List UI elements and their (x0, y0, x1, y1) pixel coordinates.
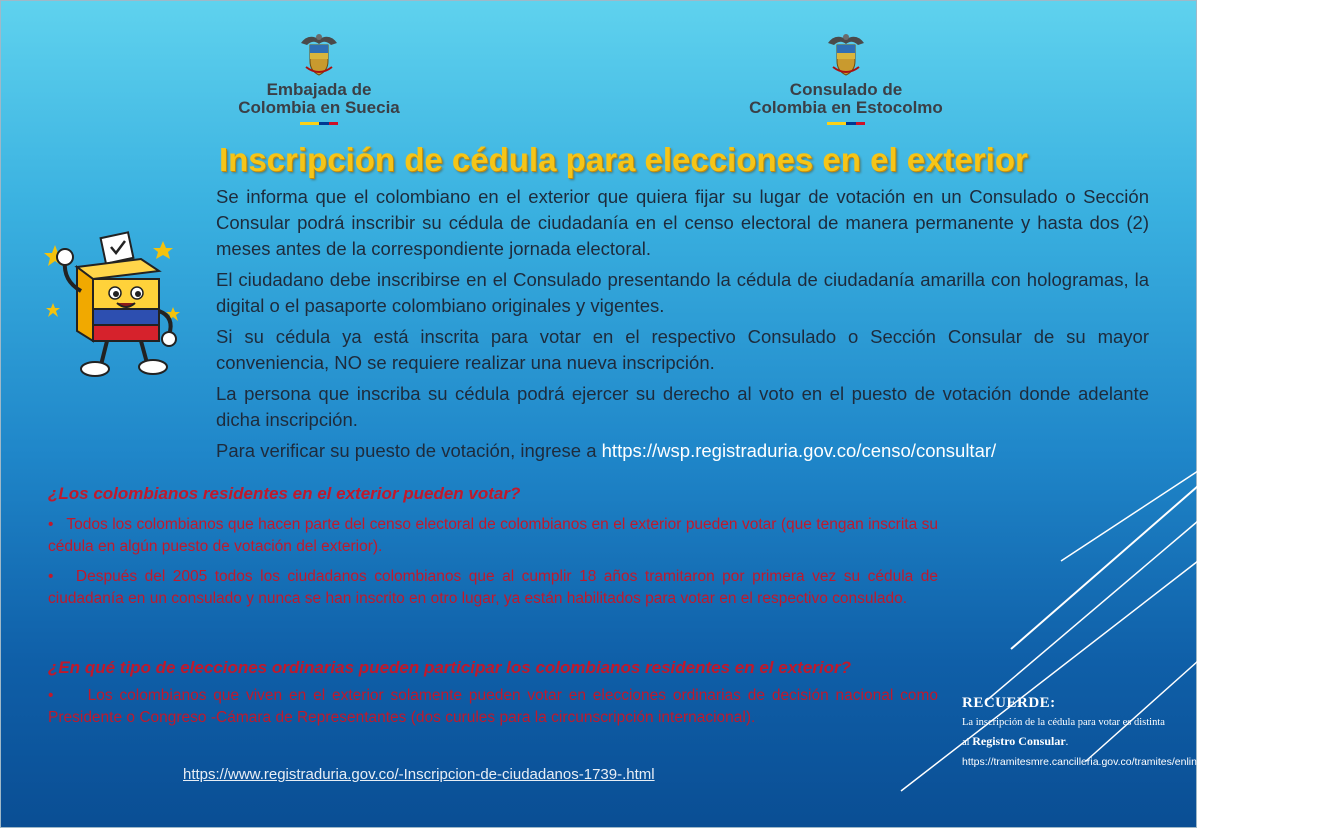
intro-paragraph (216, 438, 1149, 464)
intro-paragraph: Se informa que el colombiano en el exterior que quiera fijar su lugar de votación en un Consulado o Sección Consular podrá inscribir su cédula de ciudadanía en el censo electoral de manera permanente y hasta dos (2) meses antes de la correspondiente jornada electoral. (216, 186, 1149, 259)
embassy-logo (233, 31, 405, 125)
intro-paragraph: La persona que inscriba su cédula podrá ejercer su derecho al voto en el puesto de votación donde adelante dicha inscripción. (216, 383, 1149, 430)
reminder-title: RECUERDE: (962, 695, 1056, 711)
faq-section-2 (48, 657, 938, 737)
bullet-item: • Después del 2005 todos los ciudadanos colombianos que al cumplir 18 años tramitaron por primera vez su cédula de ciudadanía en un consulado y nunca se han inscrito en otro lugar, ya están habilitados para votar en el respectivo consulado. (48, 568, 938, 607)
consulate-logo (746, 31, 946, 125)
reminder-text-end: . (1065, 737, 1069, 748)
embassy-name-line1: Embajada de (266, 80, 372, 99)
bullet-text: Los colombianos que viven en el exterior solamente pueden votar en elecciones ordinarias de decisión nacional como Presidente o Congreso -Cámara de Representantes (dos curules para la circunscripción internacional). (48, 687, 938, 726)
registro-consular-link[interactable]: https://tramitesmre.cancilleria.gov.co/tramites/enlinea/registrarCiudadano.xhtml (962, 756, 1329, 768)
consulate-name-line1: Consulado de (789, 80, 903, 99)
intro-paragraph: Si su cédula ya está inscrita para votar en el respectivo Consulado o Sección Consular de su mayor conveniencia, NO se requiere realizar una nueva inscripción. (216, 326, 1149, 373)
coat-of-arms-icon (298, 31, 340, 77)
bullet-text: Después del 2005 todos los ciudadanos colombianos que al cumplir 18 años tramitaron por primera vez su cédula de ciudadanía en un consulado y nunca se han inscrito en otro lugar, ya están habilitados para votar en el respectivo consulado. (48, 568, 938, 607)
bullet-item: • Los colombianos que viven en el exterior solamente pueden votar en elecciones ordinarias de decisión nacional como Presidente o Congreso -Cámara de Representantes (dos curules para la circunscripción internacional). (48, 687, 938, 726)
reminder-text: La inscripción de la cédula para votar es distinta al (962, 717, 1165, 748)
faq-section-1 (48, 483, 938, 618)
registro-consular-label: Registro Consular (972, 734, 1066, 748)
reminder-box (962, 695, 1329, 769)
page-title: Inscripción de cédula para elecciones en el exterior (219, 141, 1028, 178)
registraduria-census-link[interactable]: https://wsp.registraduria.gov.co/censo/consultar/ (601, 440, 997, 461)
flag-bar (827, 122, 865, 125)
flag-bar (300, 122, 338, 125)
intro-paragraph: El ciudadano debe inscribirse en el Consulado presentando la cédula de ciudadanía amarilla con hologramas, la digital o el pasaporte colombiano originales y vigentes. (216, 269, 1149, 316)
ballot-box-mascot-icon (41, 231, 181, 381)
bullet-text: Todos los colombianos que hacen parte del censo electoral de colombianos en el exterior pueden votar (que tengan inscrita su cédula en algún puesto de votación del exterior). (48, 516, 938, 555)
verify-prefix: Para verificar su puesto de votación, ingrese a (216, 440, 602, 461)
intro-text (216, 184, 1149, 469)
reminder-body (962, 714, 1167, 752)
registraduria-inscription-link[interactable]: https://www.registraduria.gov.co/-Inscripcion-de-ciudadanos-1739-.html (183, 766, 655, 783)
embassy-name-line2: Colombia en Suecia (238, 98, 400, 117)
bullet-item: • Todos los colombianos que hacen parte del censo electoral de colombianos en el exterior pueden votar (que tengan inscrita su cédula en algún puesto de votación del exterior). (48, 516, 938, 555)
consulate-name-line2: Colombia en Estocolmo (749, 98, 943, 117)
coat-of-arms-icon (825, 31, 867, 77)
question-heading: ¿Los colombianos residentes en el exterior pueden votar? (48, 484, 521, 503)
question-heading: ¿En qué tipo de elecciones ordinarias pueden participar los colombianos residentes en el exterior? (48, 658, 851, 677)
